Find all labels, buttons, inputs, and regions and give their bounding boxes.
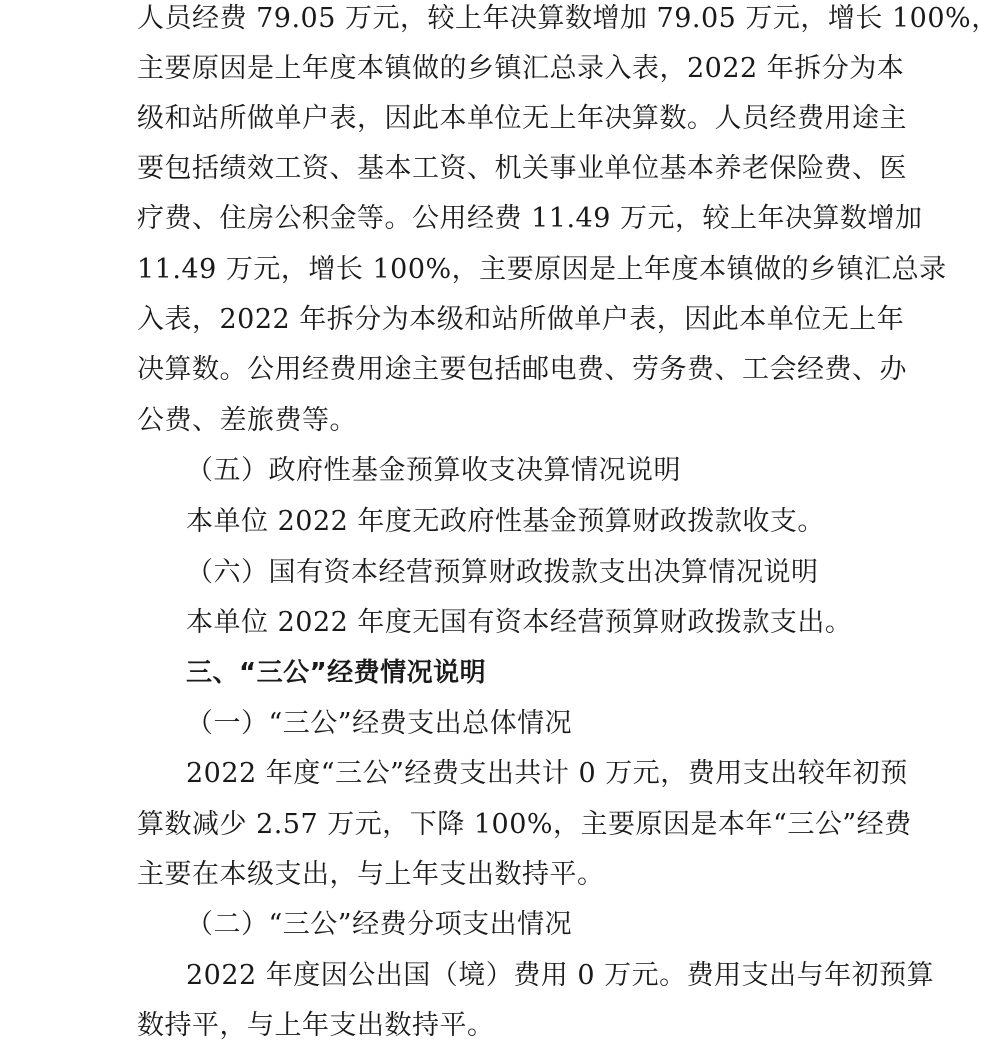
paragraph-line: 11.49 万元，增长 100%，主要原因是上年度本镇做的乡镇汇总录	[137, 254, 947, 285]
subheading-itemized: （二）“三公”经费分项支出情况	[186, 909, 573, 940]
paragraph-line: 要包括绩效工资、基本工资、机关事业单位基本养老保险费、医	[137, 153, 907, 184]
subheading-state-capital: （六）国有资本经营预算财政拨款支出决算情况说明	[186, 557, 819, 588]
paragraph-line: 公费、差旅费等。	[137, 405, 357, 436]
paragraph-line: 本单位 2022 年度无国有资本经营预算财政拨款支出。	[186, 607, 853, 638]
paragraph-line: 算数减少 2.57 万元，下降 100%，主要原因是本年“三公”经费	[137, 809, 912, 840]
paragraph-line: 疗费、住房公积金等。公用经费 11.49 万元，较上年决算数增加	[137, 203, 923, 234]
paragraph-line: 主要原因是上年度本镇做的乡镇汇总录入表，2022 年拆分为本	[137, 53, 905, 84]
subheading-overall: （一）“三公”经费支出总体情况	[186, 708, 573, 739]
subheading-fund-budget: （五）政府性基金预算收支决算情况说明	[186, 455, 681, 486]
paragraph-line: 主要在本级支出，与上年支出数持平。	[137, 859, 605, 890]
paragraph-line: 人员经费 79.05 万元，较上年决算数增加 79.05 万元，增长 100%，	[137, 3, 999, 34]
paragraph-line: 2022 年度因公出国（境）费用 0 万元。费用支出与年初预算	[186, 960, 935, 991]
paragraph-line: 入表，2022 年拆分为本级和站所做单户表，因此本单位无上年	[137, 304, 905, 335]
section-heading-three-public: 三、“三公”经费情况说明	[186, 658, 487, 688]
paragraph-line: 决算数。公用经费用途主要包括邮电费、劳务费、工会经费、办	[137, 354, 907, 385]
paragraph-line: 级和站所做单户表，因此本单位无上年决算数。人员经费用途主	[137, 103, 907, 134]
paragraph-line: 2022 年度“三公”经费支出共计 0 万元，费用支出较年初预	[186, 758, 908, 789]
paragraph-line: 本单位 2022 年度无政府性基金预算财政拨款收支。	[186, 506, 825, 537]
paragraph-line: 数持平，与上年支出数持平。	[137, 1010, 495, 1041]
